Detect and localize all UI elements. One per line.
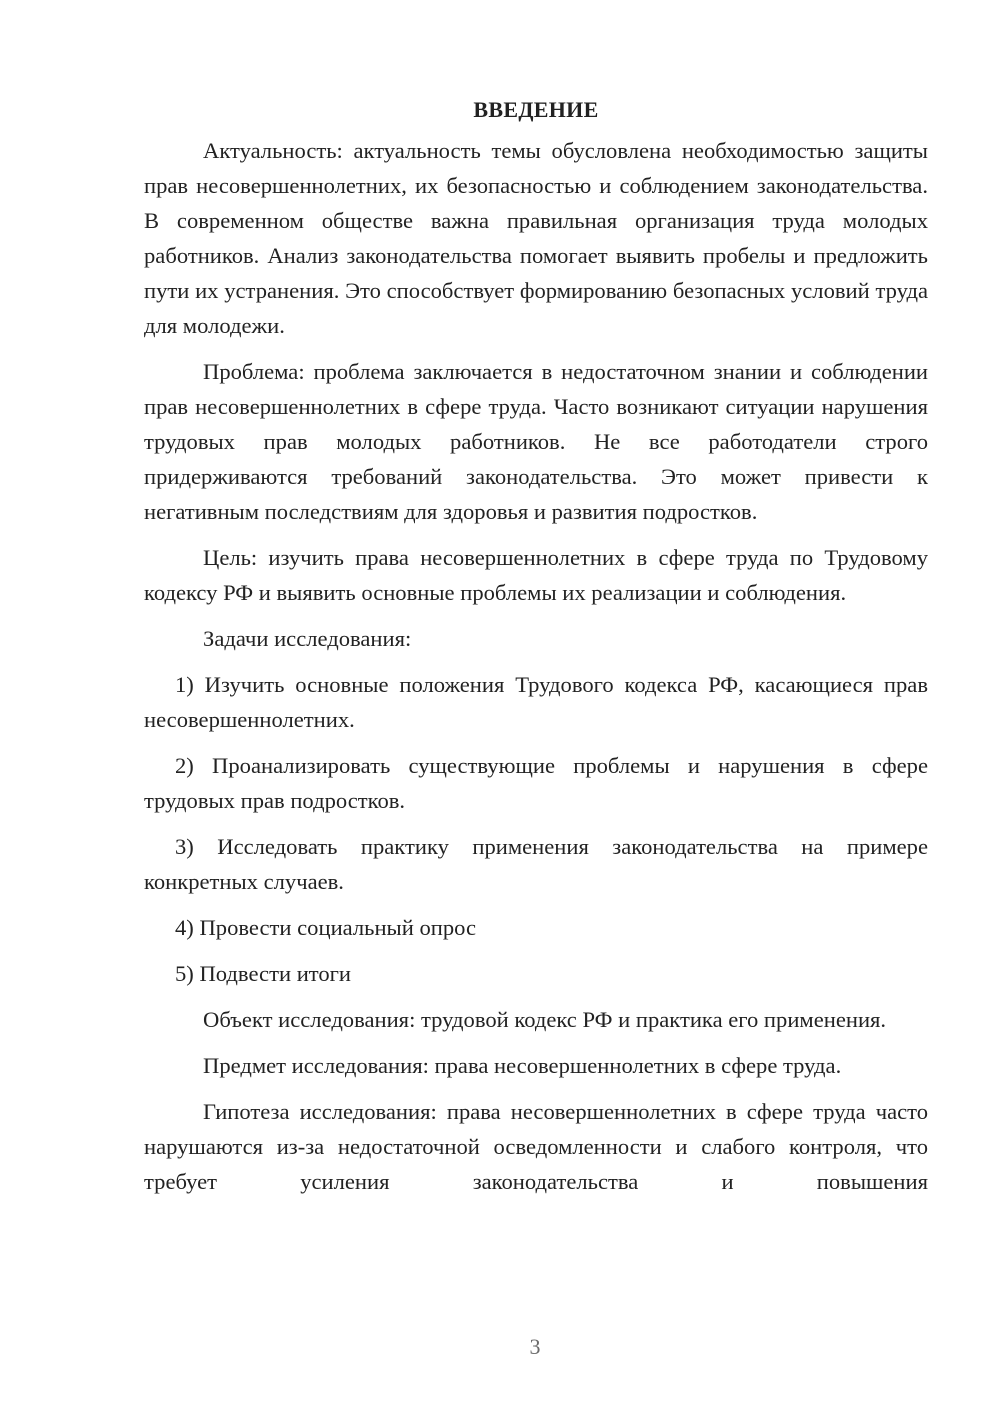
section-heading: ВВЕДЕНИЕ	[473, 97, 599, 122]
relevance-paragraph: Актуальность: актуальность темы обусловлена необходимостью защиты прав несовершеннолетних, их безопасностью и соблюдением законодательства. В современном обществе важна правильная организация труда молодых работников. Анализ законодательства помогает выявить пробелы и предложить пути их устранения. Это способствует формированию безопасных условий труда для молодежи.	[144, 138, 928, 338]
task-item-4: 4) Провести социальный опрос	[175, 915, 477, 940]
tasks-intro-paragraph: Задачи исследования:	[203, 626, 412, 651]
hypothesis-paragraph: Гипотеза исследования: права несовершеннолетних в сфере труда часто нарушаются из-за недостаточной осведомленности и слабого контроля, что требует усиления законодательства и повышения	[144, 1099, 928, 1194]
task-item-1: 1) Изучить основные положения Трудового кодекса РФ, касающиеся прав несовершеннолетних.	[144, 672, 928, 732]
problem-paragraph: Проблема: проблема заключается в недостаточном знании и соблюдении прав несовершеннолетних в сфере труда. Часто возникают ситуации нарушения трудовых прав молодых работников. Не все работодатели строго придерживаются требований законодательства. Это может привести к негативным последствиям для здоровья и развития подростков.	[144, 359, 928, 524]
task-item-5: 5) Подвести итоги	[175, 961, 352, 986]
task-item-3: 3) Исследовать практику применения законодательства на примере конкретных случаев.	[144, 834, 928, 894]
page-number: 3	[529, 1334, 541, 1359]
task-item-2: 2) Проанализировать существующие проблемы и нарушения в сфере трудовых прав подростков.	[144, 753, 928, 813]
document-body	[144, 92, 928, 1210]
object-paragraph: Объект исследования: трудовой кодекс РФ и практика его применения.	[203, 1007, 887, 1032]
goal-paragraph: Цель: изучить права несовершеннолетних в сфере труда по Трудовому кодексу РФ и выявить основные проблемы их реализации и соблюдения.	[144, 545, 928, 605]
subject-paragraph: Предмет исследования: права несовершеннолетних в сфере труда.	[203, 1053, 842, 1078]
